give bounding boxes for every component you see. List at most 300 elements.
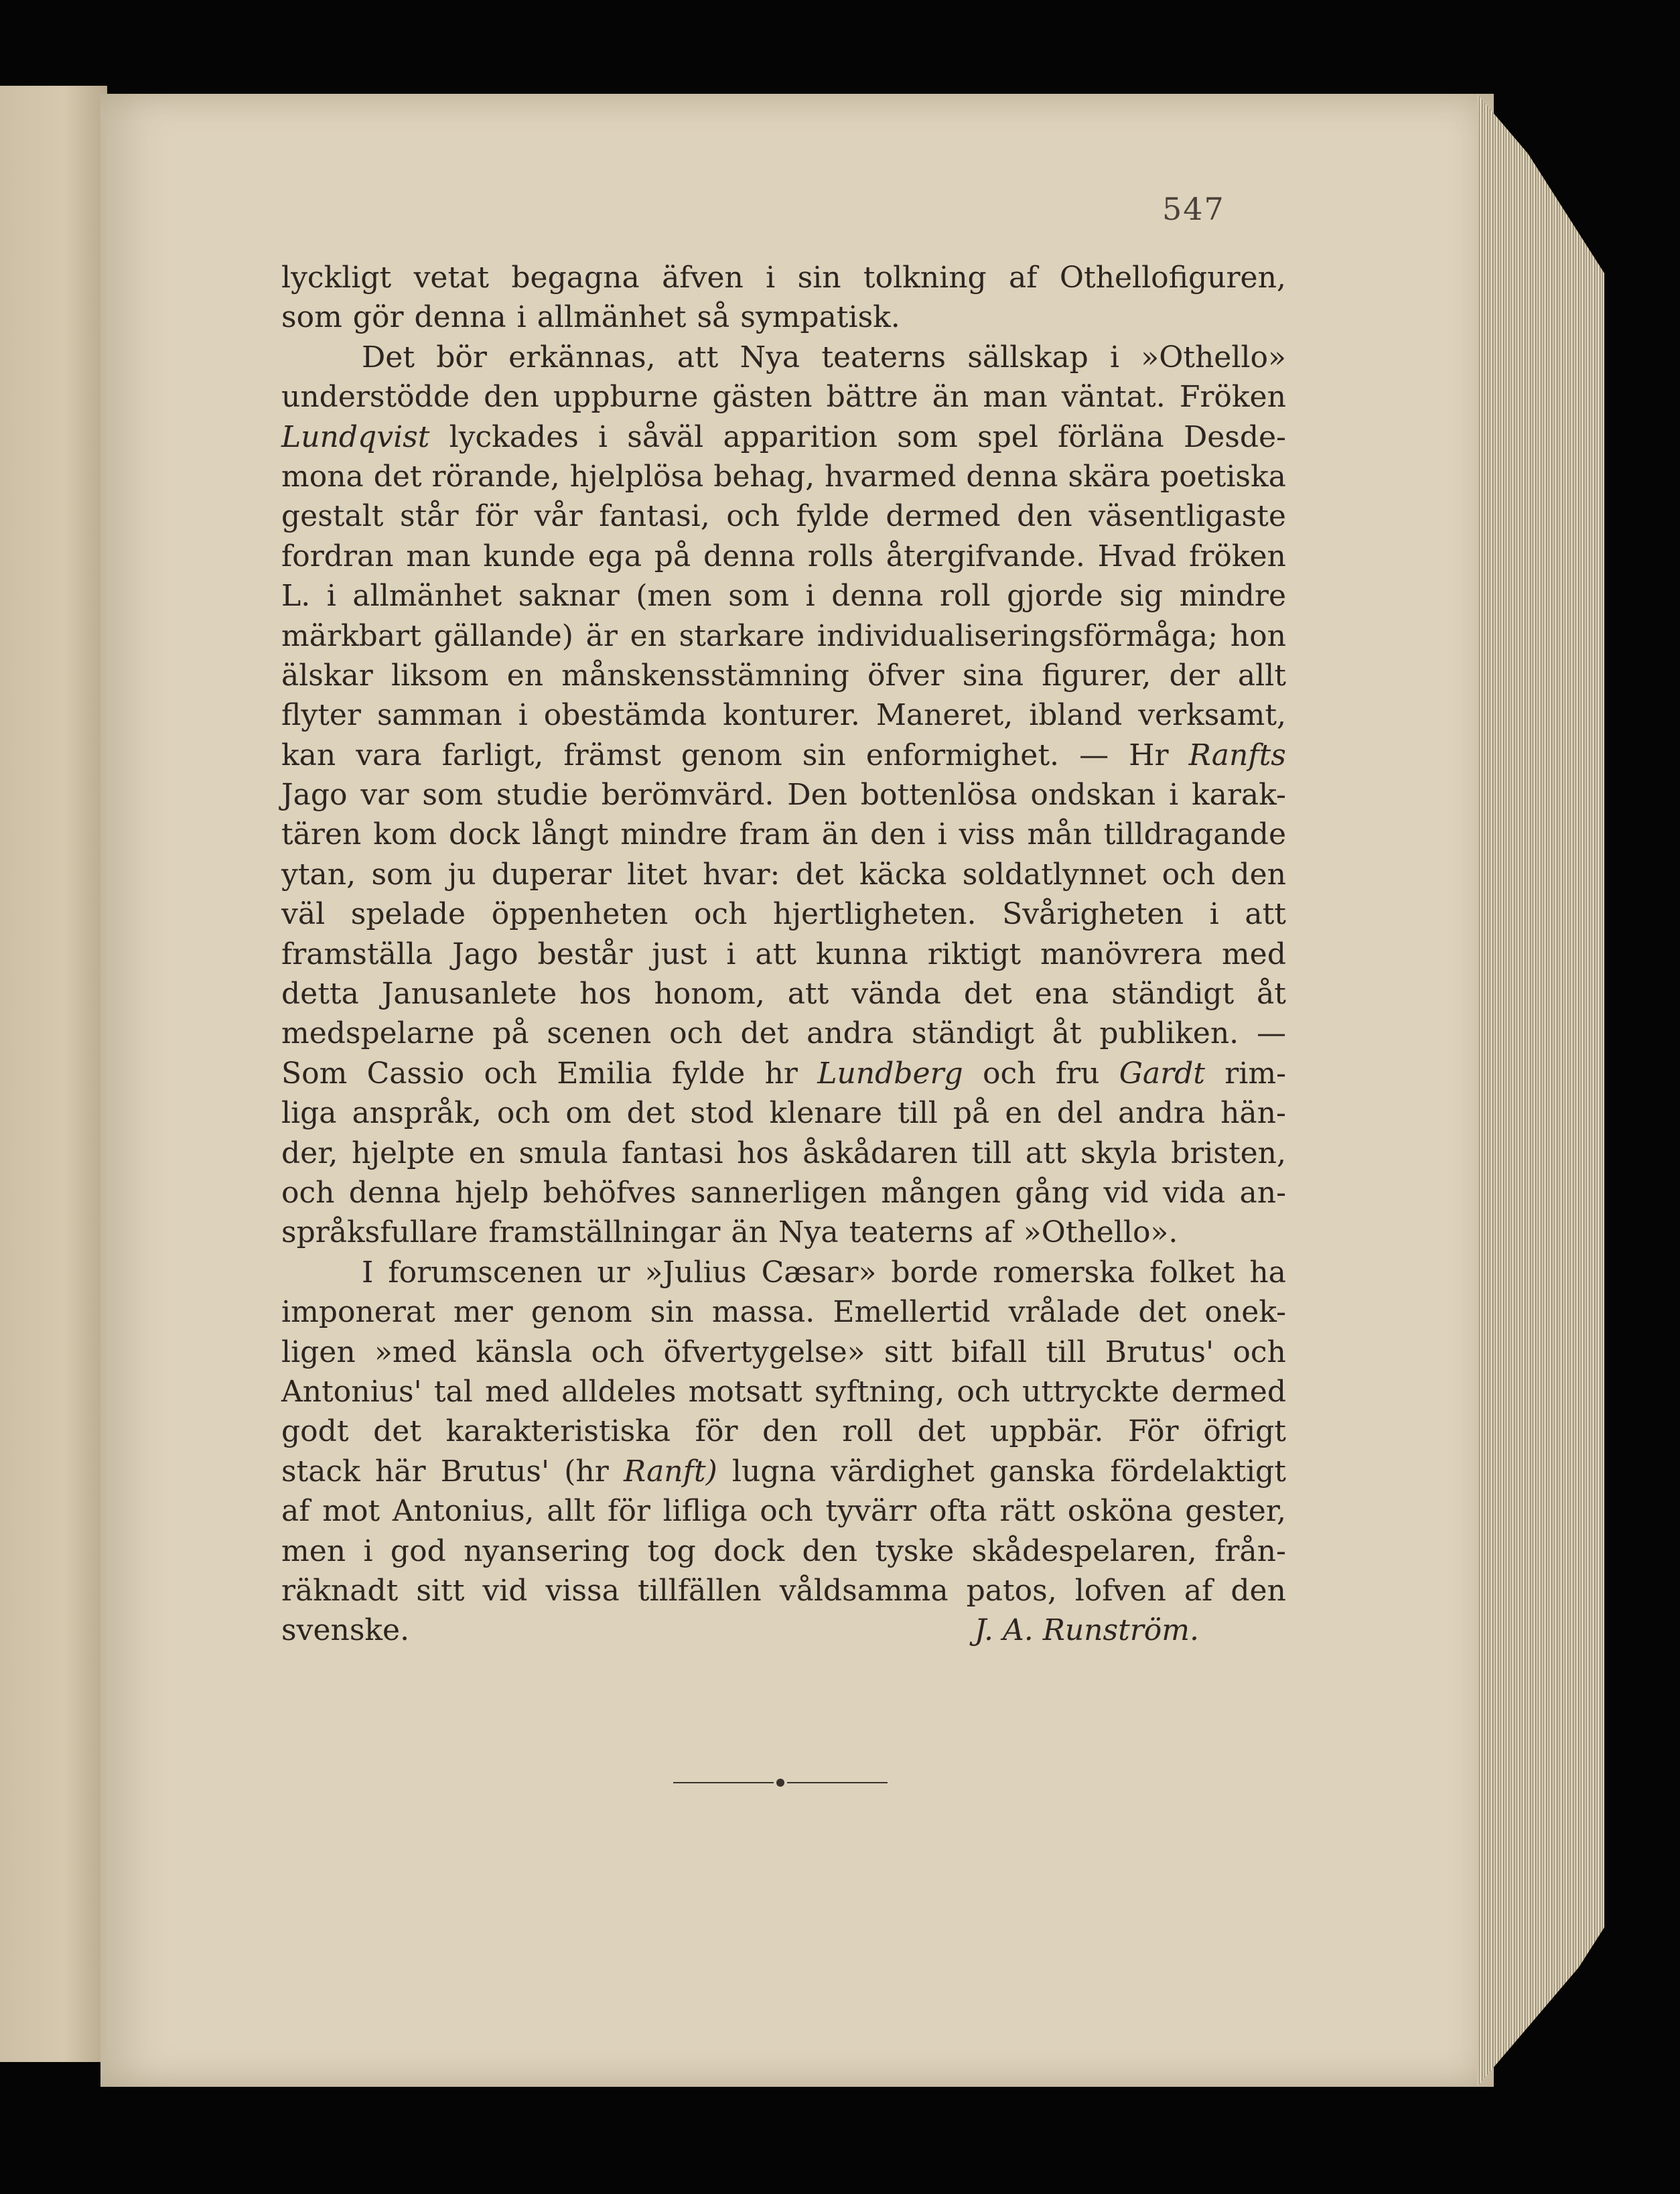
word: hon [1230,618,1286,653]
word: godt [281,1414,349,1449]
text-line [281,338,1286,377]
word: sympatisk. [740,300,900,335]
word: allt [547,1494,596,1529]
word: Den [787,778,847,813]
word: än [731,1215,768,1250]
word: Jago [452,937,518,971]
word: L. [281,579,311,614]
word: på [654,539,691,573]
word: med [1221,937,1286,971]
word: Cæsar» [761,1255,877,1290]
facing-page-edge [0,86,107,2062]
word: scenen [547,1016,652,1051]
word: bottenlösa [860,778,1018,813]
word: alldeles [561,1374,677,1409]
text-line [281,894,1286,934]
word: skyla [1080,1136,1158,1170]
word: ena [1034,977,1089,1012]
word: allt [1237,658,1286,693]
word: hjertligheten. [773,897,977,932]
word: medspelarne [281,1016,475,1051]
word: består [537,937,633,971]
word: — [1256,1016,1286,1051]
word: karakteristiska [445,1414,671,1449]
word: det [740,1016,789,1051]
word: Maneret, [876,698,1013,733]
word: var [360,778,409,813]
word: Cassio [366,1056,465,1091]
word: än [821,817,859,852]
word: vida [1162,1175,1226,1210]
text-line [281,1213,1286,1252]
word: gästen [712,380,813,415]
word: till [897,1096,938,1131]
text-line [281,496,1286,536]
word: hjelplösa [569,459,704,494]
word: Lundberg [817,1056,963,1091]
word: denna [414,300,506,335]
word: bristen, [1171,1136,1286,1170]
word: tyvärr [825,1494,917,1529]
word: för [608,1494,650,1529]
word: fantasi [622,1136,723,1170]
word: hvarmed [825,459,957,494]
word: tog [647,1533,696,1568]
word: genom [681,738,782,772]
word: Hr [1129,738,1169,772]
word: mån [1027,817,1092,852]
text-line [281,815,1286,854]
word: väsentligaste [1089,499,1286,534]
word: ofta [928,1494,987,1529]
word: klenare [769,1096,882,1131]
word: (men [636,579,712,614]
word: manövrera [1040,937,1203,971]
text-line [281,1452,1286,1491]
text-line [281,656,1286,695]
word: ha [1249,1255,1286,1290]
word: allmänhet [537,300,687,335]
word: och [496,1096,551,1131]
word: sällskap [967,340,1089,374]
word: hän- [1220,1096,1286,1131]
word: som [371,857,433,892]
word: obestämda [543,698,707,733]
word: månskensstämning [561,658,849,693]
word: att [787,977,829,1012]
word: fram [739,817,810,852]
word: den [1017,499,1072,534]
word: anspråk, [352,1096,482,1131]
word: rörande, [431,459,560,494]
word: Jago [281,778,348,813]
word: af [984,1215,1013,1250]
word: liga [281,1096,337,1131]
word: hvar: [703,857,780,892]
word: Fröken [1179,380,1286,415]
word: en [630,618,667,653]
word: farligt, [441,738,544,772]
word: ständigt [1111,977,1235,1012]
word: åt [1257,977,1286,1012]
word: gör [352,300,404,335]
word: hjelpte [352,1136,455,1170]
text-line [281,258,1286,297]
word: borde [891,1255,979,1290]
word: riktigt [927,937,1022,971]
word: behag, [713,459,815,494]
word: som [728,579,789,614]
word: från- [1214,1533,1286,1568]
word: För [1127,1414,1179,1449]
word: Ranft) [623,1454,717,1489]
text-line [281,1253,1286,1292]
word: så [697,300,730,335]
word: och [669,1016,723,1051]
word: skådespelaren, [971,1533,1197,1568]
word: hos [579,977,632,1012]
word: dermed [1171,1374,1286,1409]
word: för [475,499,518,534]
word: ständigt [911,1016,1034,1051]
word: teaterns [821,340,946,374]
word: der, [281,1136,338,1170]
word: bör [436,340,487,374]
word: forumscenen [388,1255,583,1290]
word: »med [374,1334,457,1369]
word: uppbär. [990,1414,1104,1449]
word: älskar [281,658,373,693]
word: i [766,261,776,295]
text-line [281,736,1286,775]
word: motsatt [688,1374,802,1409]
word: af [281,1494,310,1529]
word: kunde [483,539,575,573]
word: tal [433,1374,473,1409]
text-line [281,297,1286,337]
word: uppburne [553,380,699,415]
text-line [281,1173,1286,1213]
text-line [281,1134,1286,1173]
word: berömvärd. [601,778,774,813]
word: Brutus' [1105,1334,1214,1369]
word: som [422,778,484,813]
word: sin [797,261,841,295]
word: en [468,1136,505,1170]
word: och [484,1056,538,1091]
word: just [652,937,707,971]
word: mer [453,1295,513,1330]
word: Svårigheten [1002,897,1184,932]
word: dermed [886,499,1001,534]
word: massa. [711,1295,815,1330]
word: i [326,579,336,614]
page-number: 547 [1162,191,1225,227]
word: och [726,499,780,534]
word: flyter [281,698,361,733]
word: genom [531,1295,632,1330]
word: vrålade [1008,1295,1121,1330]
word: Antonius, [392,1494,535,1529]
word: öfver [867,658,944,693]
word: på [492,1016,529,1051]
word: ganska [989,1454,1096,1489]
word: gång [1015,1175,1090,1210]
word: skära [1068,459,1151,494]
word: Nya [740,340,800,374]
word: hjelp [455,1175,529,1210]
word: soldatlynnet [962,857,1147,892]
word: liksom [391,658,489,693]
word: lugna [731,1454,817,1489]
word: »Julius [644,1255,747,1290]
word: andra [807,1016,894,1051]
word: denna [348,1175,441,1210]
word: ligen [281,1334,356,1369]
word: spelade [350,897,466,932]
word: rolls [807,539,874,573]
text-line [281,1531,1286,1571]
word: räknadt [281,1573,399,1608]
text-line [281,537,1286,576]
word: »Othello» [1141,340,1286,374]
word: ytan, [281,857,356,892]
word: fylde [796,499,869,534]
word: öppenheten [491,897,669,932]
word: tären [281,817,362,852]
word: förläna [1058,419,1164,454]
word: roll [842,1414,893,1449]
word: vetat [413,261,490,295]
text-line [281,576,1286,616]
word: i [1169,778,1179,813]
word: i [363,1533,373,1568]
word: tilldragande [1103,817,1286,852]
word: uttryckte [1022,1374,1160,1409]
word: fordran [281,539,394,573]
word: allmänhet [352,579,502,614]
word: poetiska [1160,459,1286,494]
word: (hr [564,1454,609,1489]
word: i [726,937,736,971]
word: mot [322,1494,380,1529]
word: ju [447,857,476,892]
word: till [971,1136,1012,1170]
text-line [281,417,1286,457]
word: denna [966,459,1058,494]
word: gällande) [433,618,573,653]
word: mången [881,1175,1001,1210]
text-line [281,1412,1286,1451]
word: vid [1103,1175,1149,1210]
word: viss [959,817,1016,852]
word: sitt [416,1573,465,1608]
word: som [281,300,342,335]
word: roll [939,579,991,614]
word: äfven [662,261,744,295]
word: såväl [627,419,704,454]
text-line [281,935,1286,974]
word: rätt [999,1494,1056,1529]
word: och [1162,857,1216,892]
word: som [897,419,958,454]
word: och [281,1175,335,1210]
word: Janusanlete [381,977,557,1012]
word: kom [373,817,437,852]
text-line [281,616,1286,656]
word: starkare [679,618,805,653]
word: ondskan [1030,778,1156,813]
text-line [281,1054,1286,1093]
word: man [983,380,1048,415]
word: känsla [476,1334,573,1369]
word: på [953,1096,990,1131]
word: stack [281,1454,360,1489]
text-line [281,1292,1286,1332]
word: men [281,1533,346,1568]
word: våldsamma [779,1573,949,1608]
word: karak- [1192,778,1286,813]
word: fantasi, [599,499,710,534]
word: vara [356,738,422,772]
word: sannerligen [690,1175,867,1210]
word: osköna [1067,1494,1173,1529]
word: sin [802,738,846,772]
word: lyckligt [281,261,392,295]
word: dock [713,1533,785,1568]
word: ibland [1029,698,1123,733]
word: den [870,817,926,852]
text-line [281,974,1286,1014]
word: tillfällen [637,1573,762,1608]
word: i [1209,897,1219,932]
word: den [802,1533,858,1568]
word: väntat. [1061,380,1166,415]
article-text [281,258,1286,1651]
word: gjorde [1007,579,1103,614]
word: kunna [815,937,908,971]
word: märkbart [281,618,421,653]
word: att [1245,897,1286,932]
divider-dot [776,1779,784,1787]
word: Emellertid [833,1295,991,1330]
word: begagna [511,261,640,295]
word: om [565,1096,612,1131]
word: och [957,1374,1010,1409]
word: att [677,340,719,374]
word: bättre [826,380,918,415]
word: andra [1118,1096,1206,1131]
word: i [805,579,815,614]
word: sina [962,658,1024,693]
word: den [1231,1573,1286,1608]
word: och [1233,1334,1286,1369]
word: Nya [778,1215,839,1250]
word: en [506,658,544,693]
word: studie [496,778,588,813]
word: honom, [654,977,765,1012]
divider-rule-right [787,1782,888,1783]
word: enformighet. [865,738,1060,772]
word: den [484,380,539,415]
word: det [373,459,422,494]
word: framställningar [488,1215,721,1250]
word: apparition [723,419,878,454]
word: af [1009,261,1038,295]
word: Emilia [557,1056,652,1091]
word: spel [977,419,1038,454]
word: lifliga [662,1494,748,1529]
word: med [485,1374,549,1409]
word: lyckades [449,419,579,454]
word: i [598,419,608,454]
word: vända [851,977,942,1012]
divider-rule-left [673,1782,774,1783]
word: i [518,698,528,733]
text-line [281,775,1286,815]
word: kan [281,738,336,772]
text-line [281,457,1286,496]
word: mindre [620,817,727,852]
word: imponerat [281,1295,435,1330]
word: i [937,817,947,852]
word: »Othello». [1023,1215,1178,1250]
word: fylde [671,1056,746,1091]
word: och [760,1494,813,1529]
word: Som [281,1056,348,1091]
word: romerska [993,1255,1135,1290]
word: den [1231,857,1286,892]
word: erkännas, [508,340,656,374]
word: onek- [1204,1295,1286,1330]
word: sig [1119,579,1164,614]
word: dock [448,817,520,852]
word: individualiseringsförmåga; [817,618,1218,653]
word: mona [281,459,364,494]
word: an- [1239,1175,1286,1210]
word: patos, [966,1573,1057,1608]
word: det [963,977,1012,1012]
word: i [1110,340,1120,374]
word: återgifvande. [886,539,1085,573]
word: här [374,1454,426,1489]
word: ega [587,539,642,573]
word: till [1046,1334,1087,1369]
word: af [1184,1573,1213,1608]
word: hos [737,1136,789,1170]
word: och [983,1056,1036,1091]
word: att [755,937,796,971]
word: bifall [951,1334,1028,1369]
word: är [585,618,618,653]
word: saknar [518,579,620,614]
word: del [1056,1096,1103,1131]
word: och [591,1334,645,1369]
section-divider-ornament [673,1779,888,1787]
word: det [373,1414,422,1449]
word: publiken. [1099,1016,1239,1051]
page-stack-edge [1477,94,1604,2087]
word: Det [362,340,415,374]
word: stod [690,1096,754,1131]
word: än [932,380,969,415]
word: I [362,1255,374,1290]
word: ur [597,1255,630,1290]
word: Desde- [1183,419,1286,454]
text-line [281,1571,1286,1610]
word: tyske [875,1533,955,1568]
word: käcka [859,857,947,892]
